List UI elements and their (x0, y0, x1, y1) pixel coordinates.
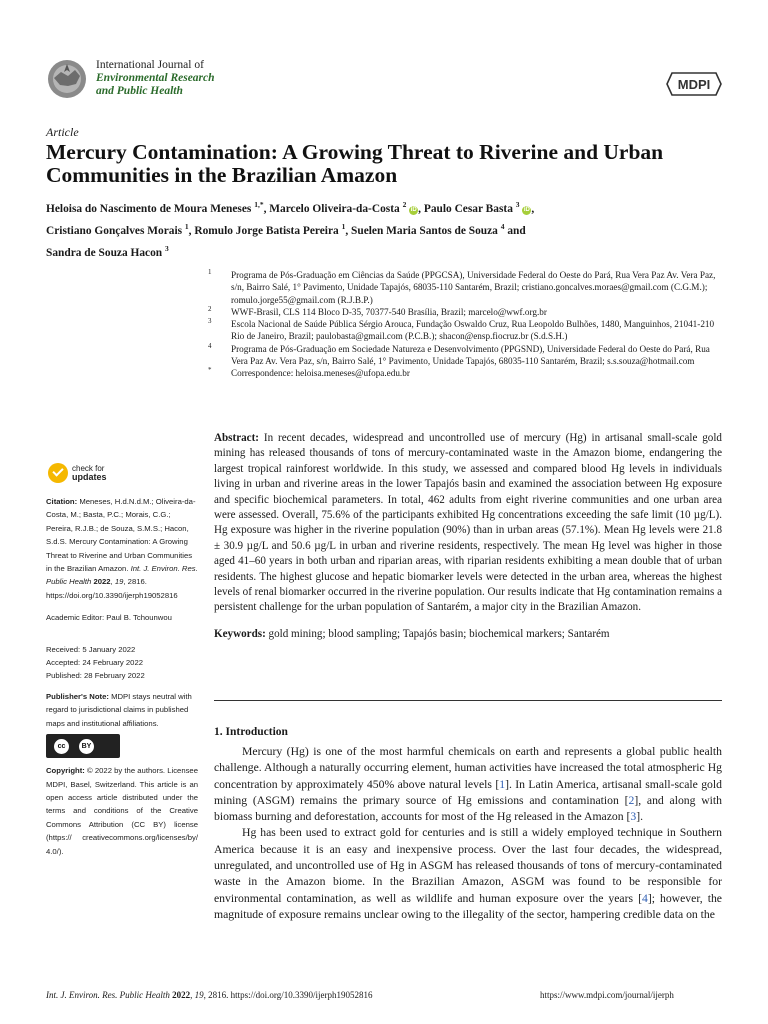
affiliation-number: 1 (208, 268, 212, 276)
check-for-updates-button[interactable] (48, 460, 198, 486)
section-divider (214, 700, 722, 701)
publisher-logo (666, 71, 722, 97)
abstract-text: In recent decades, widespread and uncontrolled use of mercury (Hg) in artisanal small-scale gold mining has released thousands of tons of mercury-contaminated waste in the Amazon biome, endangering the largest tropical rainforest worldwide. In this study, we assessed and compared blood Hg levels in individuals living in urban and riverine areas in the lower Tapajós basin and examined the association between Hg exposure and specific biochemical parameters. In total, 462 adults from eight riverine communities and one urban area were assessed. Overall, 75.6% of the participants exhibited Hg concentrations exceeding the safe limit (10 µg/L). Hg exposure was higher in the riverine population (90%) than in urban areas (57.1%). Mean Hg levels were 21.8 ± 30.9 µg/L and 50.6 µg/L in urban and riverine residents, respectively. The mean Hg level was higher in those aged 41–60 years in both urban and riparian areas, with riparian residents exhibiting a mean double that of urban residents. The highest glucose and hepatic biomarker levels were detected in the urban area, whereas the highest levels of renal biomarker occurred in the riverine population. Our results indicate that Hg contamination remains a persistent challenge for the urban population of Santarém, a major city in the Brazilian Amazon. (214, 432, 722, 614)
affiliation-text: Programa de Pós-Graduação em Ciências da Saúde (PPGCSA), Universidade Federal do Oeste do Pará, Rua Vera Paz Av. Vera Paz, s/n, Bairro Salé, 1° Pavimento, Unidade Tapajós, 68035-110 Santarém, Brazil; cristiano.goncalves.moraes@gmail.com (C.G.M.); romulo.jorge55@gmail.com (R.J.B.P.) (231, 270, 716, 305)
keywords (214, 627, 722, 642)
publisher-note-text: MDPI stays neutral with regard to jurisdictional claims in published maps and institutional affiliations. (46, 691, 192, 728)
copyright-label: Copyright: (46, 766, 85, 776)
author-affiliation: 1,* (254, 200, 264, 209)
footer-year: 2022 (172, 990, 191, 1000)
citation-text: Meneses, H.d.N.d.M.; Oliveira-da-Costa, M.; Basta, P.C.; Morais, C.G.; Pereira, R.J.B.; de Souza, S.M.S.; Hacon, S.d.S. Mercury Contamination: A Growing Threat to Riverine and Urban Communities in the Brazilian Amazon. (46, 497, 196, 574)
affiliation-number: 3 (208, 317, 212, 326)
abstract-section (214, 431, 722, 642)
check-updates-line1: check for (72, 464, 105, 473)
publisher-name: MDPI (677, 77, 711, 92)
affiliation-item (206, 343, 726, 368)
footer-citation: Int. J. Environ. Res. Public Health 2022, 19, 2816. https://doi.org/10.3390/ijerph19052816 (46, 990, 373, 1000)
affiliation-text: WWF-Brasil, CLS 114 Bloco D-35, 70377-540 Brasília, Brazil; marcelo@wwf.org.br (231, 306, 547, 317)
check-updates-line2: updates (72, 472, 107, 482)
author-name: Marcelo Oliveira-da-Costa (269, 202, 400, 215)
abstract (214, 431, 722, 616)
author-name: Cristiano Gonçalves Morais (46, 224, 183, 237)
reference-link[interactable]: 2 (628, 793, 635, 807)
citation-doi[interactable]: , 2816. https://doi.org/10.3390/ijerph19052816 (46, 577, 178, 600)
orcid-icon[interactable]: iD (410, 206, 417, 213)
author-name: Heloisa do Nascimento de Moura Meneses (46, 202, 252, 215)
academic-editor: Academic Editor: Paul B. Tchounwou (46, 613, 172, 623)
copyright-text: © 2022 by the authors. Licensee MDPI, Basel, Switzerland. This article is an open access article distributed under the terms and conditions of the Creative Commons Attribution (CC BY) license (https:// creativecommons.org/licenses/by/ 4.0/). (46, 766, 198, 856)
footer-volume: 19 (194, 990, 204, 1000)
affiliation-item (206, 306, 726, 318)
author-affiliation: 2 (402, 200, 407, 209)
intro-paragraph: Hg has been used to extract gold for centuries and is still a widely employed technique in Southern America because it is an easy and inexpensive process. Over the last four decades, the widespread, unregulated, and uncontrolled use of Hg in ASGM has released thousands of tons of mercury-contaminated waste in the Amazon biome. In the Brazilian Amazon, ASGM was found to be responsible for environmental contamination, as well as wildlife and human exposure over the years [4]; however, the magnitude of exposure remains unclear owing to the illegality of the sector, hampering credible data on the (214, 826, 722, 921)
affiliation-text: Escola Nacional de Saúde Pública Sérgio Arouca, Fundação Oswaldo Cruz, Rua Leopoldo Bulhões, 1480, Manguinhos, 21041-210 Rio de Janeiro, Brazil; paulobasta@gmail.com (P.C.B.); shacon@ensp.fiocruz.br (S.d.S.H.) (231, 319, 715, 342)
author-affiliation: 3 (165, 243, 169, 253)
journal-logo (46, 58, 88, 100)
attribution-icon: BY (79, 739, 94, 754)
citation-volume: 19 (114, 577, 124, 587)
intro-heading: 1. Introduction (214, 726, 288, 738)
affiliation-number: * (208, 366, 212, 375)
citation-journal: Int. J. Environ. Res. Public Health (46, 564, 198, 587)
sidebar (46, 460, 198, 858)
author-affiliation: 4 (500, 221, 505, 231)
affiliation-item (206, 318, 726, 343)
reference-link[interactable]: 1 (499, 777, 506, 791)
author-affiliation: 1 (184, 221, 189, 231)
publisher-note-label: Publisher's Note: (46, 691, 109, 701)
published-date: Published: 28 February 2022 (46, 671, 145, 681)
journal-name-line1: International Journal of (96, 59, 204, 71)
footer-journal-url[interactable]: https://www.mdpi.com/journal/ijerph (540, 990, 674, 1000)
affiliation-number: 4 (208, 341, 212, 350)
author-affiliation: 1 (341, 221, 346, 231)
affiliation-item (206, 367, 726, 379)
intro-body (214, 744, 722, 923)
publisher-note (46, 690, 198, 730)
author-name: Romulo Jorge Batista Pereira (194, 224, 339, 237)
affiliation-number: 2 (208, 304, 212, 313)
affiliation-text: Correspondence: heloisa.meneses@ufopa.edu.br (231, 368, 410, 379)
intro-paragraph: Mercury (Hg) is one of the most harmful chemicals on earth and represents a global public health challenge. Although a naturally occurring element, human activities have increased the total atmospheric Hg concentration by approximately 450% above natural levels [1]. In Latin America, artisanal small-scale gold mining (ASGM) remains the primary source of Hg emissions and contamination [2], and along with biomass burning and deforestation, accounts for most of the Hg released in the Amazon [3]. (214, 745, 722, 824)
citation-year: 2022 (93, 577, 111, 587)
received-date: Received: 5 January 2022 (46, 644, 136, 654)
orcid-icon[interactable]: iD (523, 206, 530, 213)
journal-name-line3: and Public Health (96, 85, 183, 97)
author-conjunction: and (507, 224, 526, 237)
affiliations (206, 269, 726, 380)
journal-name (96, 59, 215, 98)
reference-link[interactable]: 3 (630, 810, 637, 824)
keywords-label: Keywords: (214, 627, 266, 640)
checkmark-icon (48, 463, 68, 483)
author-name: Paulo Cesar Basta (423, 202, 513, 215)
copyright (46, 764, 198, 858)
journal-name-line2: Environmental Research (96, 72, 215, 84)
creative-commons-icon: cc (54, 739, 69, 754)
citation: Citation: Meneses, H.d.N.d.M.; Oliveira-da-Costa, M.; Basta, P.C.; Morais, C.G.; Pereira, R.J.B.; de Souza, S.M.S.; Hacon, S.d.S. Mercury Contamination: A Growing Threat to Riverine and Urban Communities in the Brazilian Amazon. Int. J. Environ. Res. Public Health 2022, 19, 2816. https://doi.org/10.3390/ijerph19052816 (46, 497, 198, 600)
citation-label: Citation: (46, 497, 78, 506)
author-affiliation: 3 (515, 200, 520, 209)
author-list: Heloisa do Nascimento de Moura Meneses $^{1,*}$, Marcelo Oliveira-da-Costa $^2$ iD , Paulo Cesar Basta $^3$ iD , Cristiano Gonçalves Morais $^1$, Romulo Jorge Batista Pereira $^1$, Suelen Maria Santos de Souza $^4$ and Sandra de Souza Hacon $^3$ (46, 200, 535, 259)
footer-doi[interactable]: , 2816. https://doi.org/10.3390/ijerph19052816 (203, 990, 373, 1000)
accepted-date: Accepted: 24 February 2022 (46, 658, 144, 668)
footer-journal: Int. J. Environ. Res. Public Health (46, 990, 170, 1000)
article-type: Article (46, 125, 79, 139)
keywords-text: gold mining; blood sampling; Tapajós basin; biochemical markers; Santarém (268, 627, 610, 640)
article-title: Mercury Contamination: A Growing Threat to Riverine and Urban Communities in the Brazilian Amazon (46, 140, 664, 187)
reference-link[interactable]: 4 (641, 891, 648, 905)
affiliation-text: Programa de Pós-Graduação em Sociedade Natureza e Desenvolvimento (PPGSND), Universidade Federal do Oeste do Pará, Rua Vera Paz Av. Vera Paz, s/n, Bairro Salé, 1° Pavimento, Unidade Tapajós, 68035-110 Santarém, Brazil; s.s.souza@hotmail.com (231, 343, 710, 367)
abstract-label: Abstract: (214, 432, 259, 444)
author-name: Sandra de Souza Hacon (46, 246, 163, 259)
affiliation-item (206, 269, 726, 306)
cc-by-license-badge[interactable] (46, 734, 120, 758)
author-name: Suelen Maria Santos de Souza (351, 224, 498, 237)
